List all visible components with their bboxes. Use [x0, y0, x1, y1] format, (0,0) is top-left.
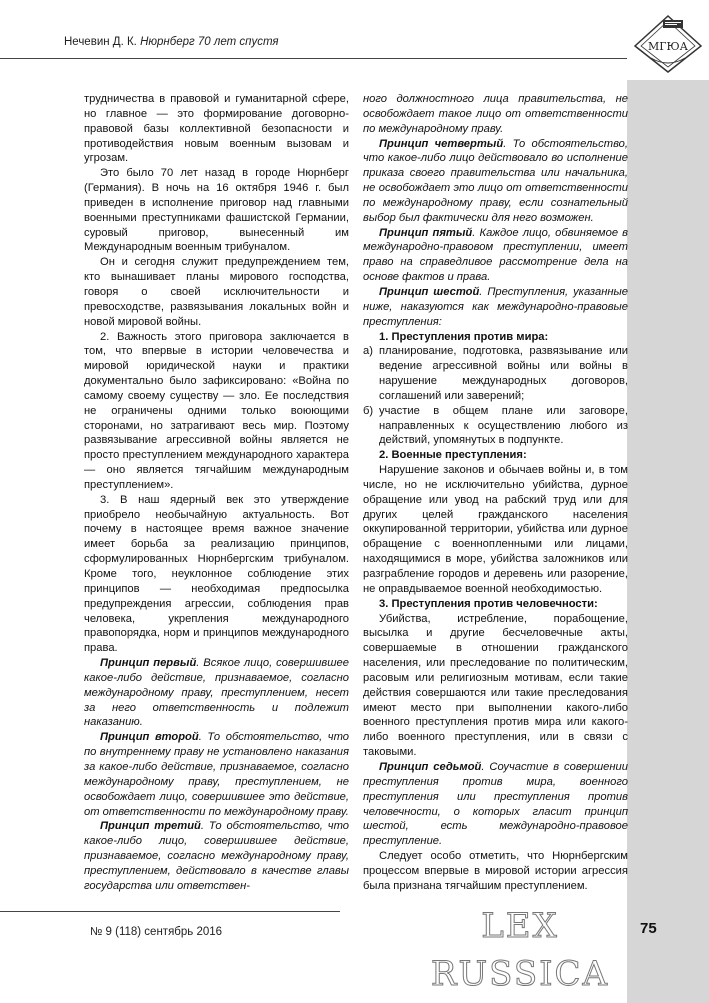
principle-label: Принцип второй [100, 731, 199, 744]
principle-label: Принцип седьмой [379, 760, 482, 773]
principle-label: Принцип третий [100, 820, 201, 833]
body-paragraph: Следует особо отметить, что Нюрнбергским процессом впервые в мировой истории агрессия была признана тягчайшим преступлением. [363, 850, 628, 892]
body-paragraph: 3. В наш ядерный век это утверждение приобрело необычайную актуальность. Вот почему в настоящее время важное значение имеет борьба за реализацию принципов, сформулированных Нюрнбергским трибуналом. Кроме того, неуклонное соблюдение этих принципов — необходимая предпосылка предупреждения агрессии, соблюдения прав человека, укрепления международного правопорядка, норм и принципов международного права. [84, 493, 349, 655]
list-item [363, 344, 628, 403]
left-text-column [84, 92, 349, 894]
principle-text: . Всякое лицо, совершившее какое-либо действие, признаваемое, согласно международному праву, преступлением, несет за него ответственность и подлежит наказанию. [84, 657, 349, 729]
principle-paragraph [363, 285, 628, 330]
section-heading: 1. Преступления против мира: [379, 330, 549, 343]
running-header [64, 36, 279, 48]
footer-rule [0, 911, 340, 912]
header-title: Нюрнберг 70 лет спустя [140, 36, 279, 48]
principle-text: . Каждое лицо, обвиняемое в международно-правовом преступлении, имеет право на справедливое рассмотрение дела на основе фактов и права. [363, 226, 628, 284]
list-marker: б) [363, 404, 374, 417]
university-logo [633, 14, 703, 74]
list-item-text: планирование, подготовка, развязывание или ведение агрессивной войны или войны в нарушение международных договоров, соглашений или заверений; [379, 345, 628, 402]
section-heading: 3. Преступления против человечности: [379, 597, 598, 610]
principle-text: . То обстоятельство, что какое-либо лицо действовало во исполнение приказа своего правительства или начальника, не освобождает это лицо от ответственности по международному праву, если сознательный выбор был фактически для него возможен. [363, 137, 628, 224]
journal-brand: LEX RUSSICA [430, 906, 610, 994]
section-heading: 2. Военные преступления: [379, 449, 527, 462]
list-item-text: участие в общем плане или заговоре, направленных к осуществлению любого из действий, упомянутых в подпункте. [379, 404, 628, 447]
principle-paragraph [84, 819, 349, 893]
header-author: Нечевин Д. К. [64, 36, 137, 48]
logo-label: МГЮА [647, 40, 689, 53]
principle-label: Принцип первый [100, 657, 197, 670]
list-item [363, 404, 628, 449]
body-paragraph: ного должностного лица правительства, не освобождает такое лицо от ответственности по международному праву. [363, 93, 628, 135]
principle-label: Принцип шестой [379, 285, 480, 298]
principle-label: Принцип четвертый [379, 137, 504, 150]
right-text-column [363, 92, 628, 894]
principle-paragraph [363, 226, 628, 285]
principle-text: . Преступления, указанные ниже, наказуются как международно-правовые преступления: [363, 285, 628, 328]
issue-info: № 9 (118) сентябрь 2016 [90, 926, 223, 938]
principle-text: . То обстоятельство, что по внутреннему праву не установлено наказания за какое-либо действие, признаваемое, согласно международному праву, преступлением, не освобождает лицо, совершившее это действие, от ответственности по международному праву. [84, 731, 349, 818]
header-rule [0, 58, 627, 59]
list-marker: а) [363, 345, 373, 358]
principle-text: . Соучастие в совершении преступления против мира, военного преступления или преступления против человечности, о которых гласит принцип шестой, есть международно-правовое преступление. [363, 760, 628, 848]
body-paragraph: Нарушение законов и обычаев войны и, в том числе, но не исключительно убийства, дурное обращение или увод на рабский труд или для других целей гражданского населения оккупированной территории, убийства или дурное обращение с военнопленными или лицами, находящимися в море, убийства заложников или разграбление городов и деревень или разорение, не оправдываемое военной необходимостью. [363, 464, 628, 595]
principle-paragraph [363, 137, 628, 226]
body-paragraph: трудничества в правовой и гуманитарной сфере, но главное — это формирование договорно-правовой базы коллективной безопасности и противодействия новым военным вызовам и угрозам. [84, 93, 349, 165]
principle-paragraph [363, 760, 628, 849]
principle-paragraph [84, 656, 349, 730]
body-paragraph: Это было 70 лет назад в городе Нюрнберг (Германия). В ночь на 16 октября 1946 г. был приведен в исполнение приговор над главными военными преступниками фашистской Германии, суровый приговор, вынесенный им Международным военным трибуналом. [84, 167, 349, 254]
body-paragraph: 2. Важность этого приговора заключается в том, что впервые в истории человечества и мировой юридической науки и практики документально было зафиксировано: «Война по самому своему существу — зло. Ее последствия не ограничены одними только воюющими сторонами, но затрагивают весь мир. Поэтому развязывание агрессивной войны является не просто преступлением международного характера — оно является тягчайшим международным преступлением». [84, 330, 349, 491]
principle-label: Принцип пятый [379, 226, 473, 239]
page-edge-band [627, 0, 709, 1003]
principle-text: . То обстоятельство, что какое-либо лицо, совершившее действие, признаваемое, согласно международному праву, преступлением, действовало в качестве главы государства или ответствен- [84, 820, 349, 892]
body-paragraph: Убийства, истребление, порабощение, высылка и другие бесчеловечные акты, совершаемые в отношении гражданского населения, или преследование по политическим, расовым или религиозным мотивам, если такие действия совершаются или такие преследования имеют место при выполнении какого-либо военного преступления против мира или какого-либо военного преступления, или в связи с таковыми. [363, 612, 628, 759]
principle-paragraph [84, 730, 349, 819]
page-number: 75 [640, 920, 657, 937]
body-paragraph: Он и сегодня служит предупреждением тем, кто вынашивает планы мирового господства, говоря о своей исключительности и превосходстве, развязывания локальных войн и новой мировой войны. [84, 256, 349, 328]
